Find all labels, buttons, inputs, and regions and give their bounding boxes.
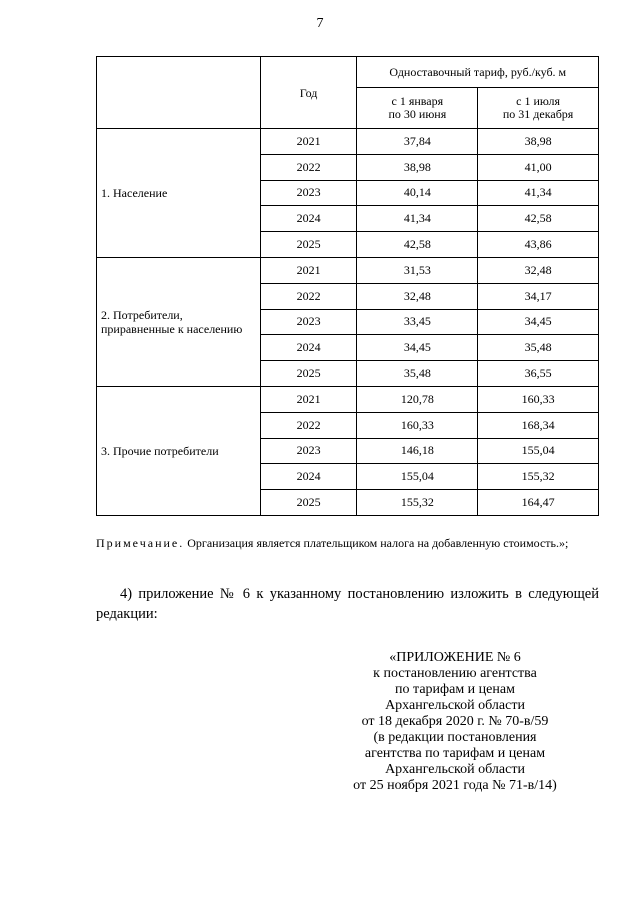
note-text: Организация является плательщиком налога на добавленную стоимость.»; (187, 536, 569, 550)
tariff-h1-cell: 120,78 (357, 386, 478, 412)
year-cell: 2024 (260, 335, 357, 361)
year-cell: 2021 (260, 386, 357, 412)
category-cell (97, 129, 261, 258)
appendix-line-7: агентства по тарифам и ценам (364, 746, 546, 761)
tariff-table (96, 56, 599, 516)
tariff-h2-cell: 155,32 (478, 464, 599, 490)
period-1-line1: с 1 января (391, 94, 444, 108)
category-header-cell (97, 57, 261, 129)
tariff-h1-cell: 42,58 (357, 232, 478, 258)
tariff-h2-cell: 168,34 (478, 412, 599, 438)
appendix-line-2: к постановлению агентства (373, 666, 537, 681)
year-cell: 2022 (260, 412, 357, 438)
tariff-h2-cell: 34,45 (478, 309, 599, 335)
year-cell: 2025 (260, 361, 357, 387)
year-cell: 2025 (260, 232, 357, 258)
category-line-1: 1. Население (101, 185, 168, 200)
category-cell (97, 386, 261, 515)
tariff-h2-cell: 41,34 (478, 180, 599, 206)
table-row (97, 257, 599, 283)
note-label: Примечание. (96, 536, 185, 550)
appendix-line-6: (в редакции постановления (373, 730, 537, 745)
period-2-header (478, 88, 599, 129)
tariff-h1-cell: 40,14 (357, 180, 478, 206)
appendix-line-9: от 25 ноября 2021 года № 71-в/14) (353, 778, 557, 793)
tariff-h1-cell: 33,45 (357, 309, 478, 335)
year-cell: 2024 (260, 206, 357, 232)
tariff-h1-cell: 34,45 (357, 335, 478, 361)
period-2-line2: по 31 декабря (502, 107, 574, 121)
period-2-line1: с 1 июля (516, 94, 561, 108)
year-cell: 2021 (260, 129, 357, 155)
year-cell: 2022 (260, 283, 357, 309)
tariff-h2-cell: 36,55 (478, 361, 599, 387)
tariff-h2-cell: 41,00 (478, 154, 599, 180)
appendix-line-8: Архангельской области (385, 762, 525, 777)
tariff-h1-cell: 37,84 (357, 129, 478, 155)
category-line-1: 3. Прочие потребители (101, 443, 219, 458)
year-cell: 2022 (260, 154, 357, 180)
tariff-h2-cell: 32,48 (478, 257, 599, 283)
tariff-h2-cell: 155,04 (478, 438, 599, 464)
tariff-h1-cell: 155,32 (357, 490, 478, 516)
period-1-header (357, 88, 478, 129)
tariff-h1-cell: 146,18 (357, 438, 478, 464)
tariff-h2-cell: 43,86 (478, 232, 599, 258)
tariff-h1-cell: 160,33 (357, 412, 478, 438)
year-cell: 2021 (260, 257, 357, 283)
appendix-line-5: от 18 декабря 2020 г. № 70-в/59 (361, 714, 549, 729)
tariff-h1-cell: 155,04 (357, 464, 478, 490)
tariff-table-body (97, 129, 599, 516)
category-line-2: приравненные к населению (101, 321, 243, 336)
amendment-paragraph: 4) приложение № 6 к указанному постановлению изложить в следующей редакции: (96, 586, 599, 622)
category-cell (97, 257, 261, 386)
appendix-line-4: Архангельской области (385, 698, 525, 713)
tariff-h1-cell: 32,48 (357, 283, 478, 309)
table-row (97, 386, 599, 412)
tariff-h2-cell: 35,48 (478, 335, 599, 361)
tariff-header: Одноставочный тариф, руб./куб. м (357, 57, 599, 88)
period-1-line2: по 30 июня (388, 107, 447, 121)
year-header: Год (260, 57, 357, 129)
table-row (97, 129, 599, 155)
appendix-header (330, 650, 580, 794)
tariff-h1-cell: 38,98 (357, 154, 478, 180)
tariff-h2-cell: 42,58 (478, 206, 599, 232)
year-cell: 2024 (260, 464, 357, 490)
tariff-h1-cell: 35,48 (357, 361, 478, 387)
tariff-h1-cell: 41,34 (357, 206, 478, 232)
page-number: 7 (316, 16, 324, 31)
tariff-h2-cell: 164,47 (478, 490, 599, 516)
tariff-h1-cell: 31,53 (357, 257, 478, 283)
tariff-h2-cell: 160,33 (478, 386, 599, 412)
tariff-h2-cell: 34,17 (478, 283, 599, 309)
year-cell: 2023 (260, 438, 357, 464)
year-cell: 2025 (260, 490, 357, 516)
year-cell: 2023 (260, 309, 357, 335)
note (96, 535, 599, 551)
appendix-line-1: «ПРИЛОЖЕНИЕ № 6 (389, 650, 521, 665)
tariff-h2-cell: 38,98 (478, 129, 599, 155)
year-cell: 2023 (260, 180, 357, 206)
appendix-line-3: по тарифам и ценам (395, 682, 515, 697)
category-line-1: 2. Потребители, (101, 307, 183, 322)
